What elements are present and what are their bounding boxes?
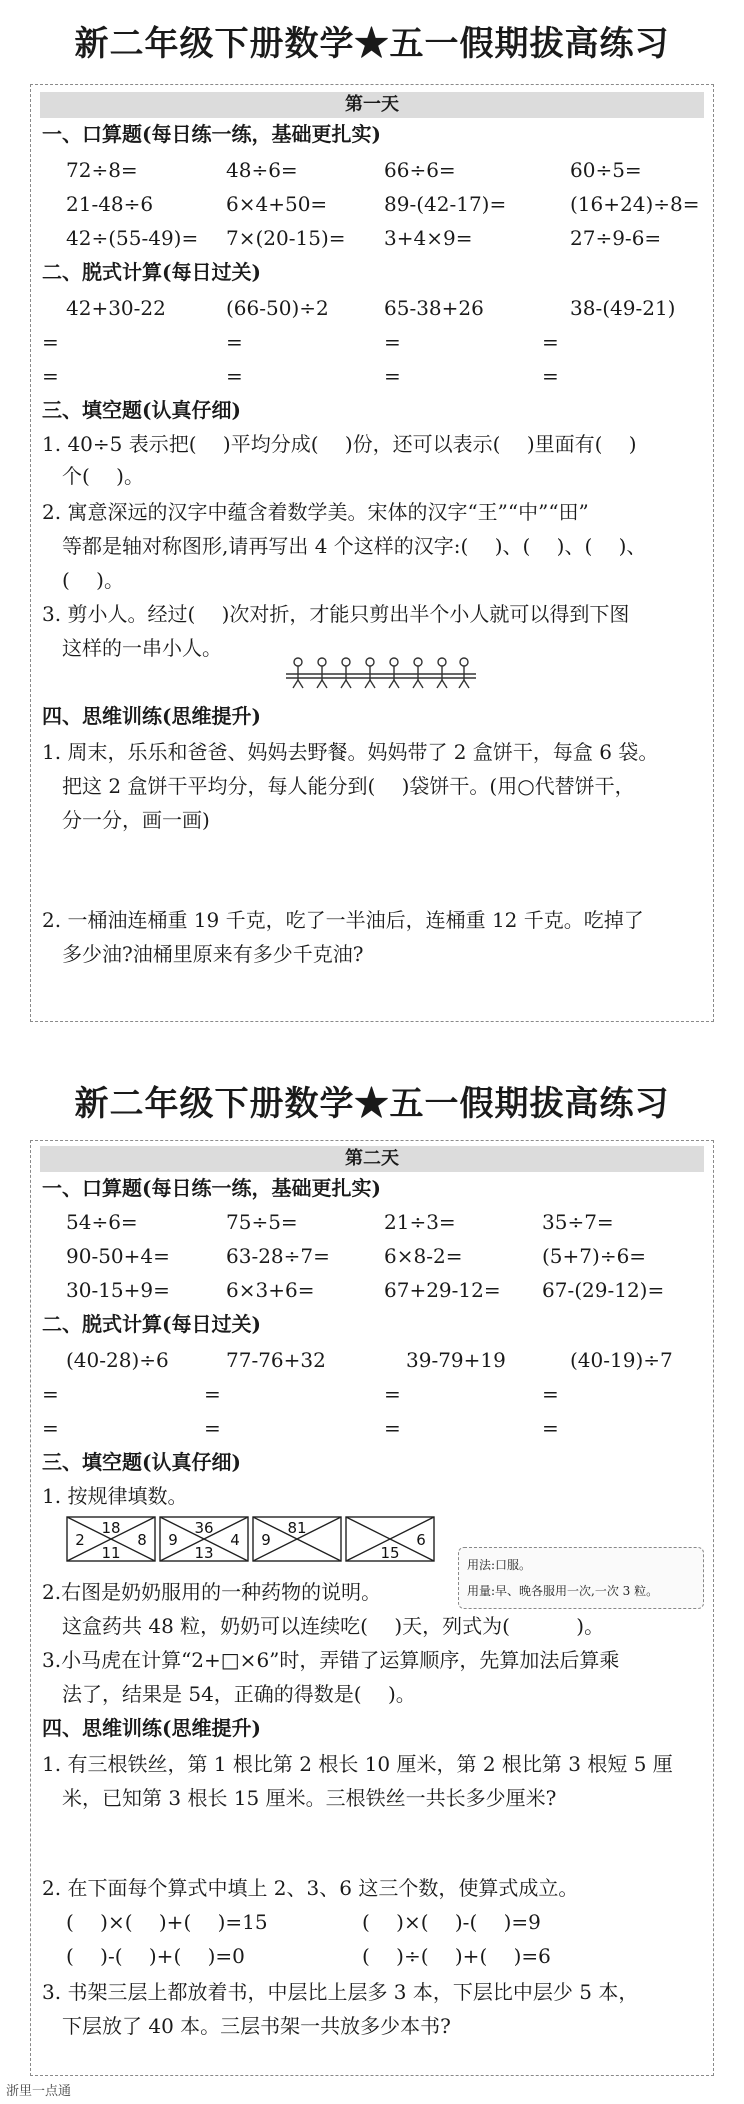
day1-section3-title: 三、填空题(认真仔细) (42, 398, 241, 422)
box2-right: 4 (230, 1531, 240, 1549)
problem: 72÷8= (66, 158, 138, 182)
equals-sign: = (384, 1382, 401, 1406)
problem: 66÷6= (384, 158, 456, 182)
box2-top: 36 (194, 1519, 214, 1537)
equals-sign: = (542, 330, 559, 354)
equals-sign: = (42, 1382, 59, 1406)
day1-section2-title: 二、脱式计算(每日过关) (42, 260, 261, 284)
problem: 89-(42-17)= (384, 192, 507, 216)
question-line: 这样的一串小人。 (42, 636, 222, 660)
equals-sign: = (204, 1382, 221, 1406)
question-line: ( )。 (42, 568, 124, 592)
equals-sign: = (542, 364, 559, 388)
problem: 27÷9-6= (570, 226, 662, 250)
paper-people-chain-image (286, 656, 476, 690)
equals-sign: = (42, 364, 59, 388)
medicine-usage: 用法:口服。 (467, 1558, 532, 1572)
problem: 35÷7= (542, 1210, 614, 1234)
box4-bottom: 15 (380, 1544, 400, 1562)
question-line: 1. 按规律填数。 (42, 1484, 188, 1508)
problem: 3+4×9= (384, 226, 473, 250)
problem: 60÷5= (570, 158, 642, 182)
formula: ( )×( )+( )=15 (66, 1910, 268, 1934)
question-line: 1. 有三根铁丝，第 1 根比第 2 根长 10 厘米，第 2 根比第 3 根短 5 厘 (42, 1752, 673, 1776)
box3-left: 9 (261, 1531, 271, 1549)
question-line: 2. 寓意深远的汉字中蕴含着数学美。宋体的汉字“王”“中”“田” (42, 500, 589, 524)
formula: ( )÷( )+( )=6 (362, 1944, 551, 1968)
problem: 6×4+50= (226, 192, 328, 216)
problem: (16+24)÷8= (570, 192, 700, 216)
day1-section4-title: 四、思维训练(思维提升) (42, 704, 261, 728)
equals-sign: = (204, 1416, 221, 1440)
question-line: 2. 在下面每个算式中填上 2、3、6 这三个数，使算式成立。 (42, 1876, 579, 1900)
day2-header: 第二天 (40, 1146, 704, 1172)
day1-header: 第一天 (40, 92, 704, 118)
day2-section4-title: 四、思维训练(思维提升) (42, 1716, 261, 1740)
expression: 42+30-22 (66, 296, 166, 320)
question-line: 1. 40÷5 表示把( )平均分成( )份，还可以表示( )里面有( ) (42, 432, 637, 456)
problem: 90-50+4= (66, 1244, 170, 1268)
box4-right: 6 (416, 1531, 426, 1549)
expression: (40-28)÷6 (66, 1348, 169, 1372)
day2-section2-title: 二、脱式计算(每日过关) (42, 1312, 261, 1336)
expression: (40-19)÷7 (570, 1348, 673, 1372)
expression: 65-38+26 (384, 296, 484, 320)
equals-sign: = (226, 364, 243, 388)
problem: 42÷(55-49)= (66, 226, 199, 250)
expression: 38-(49-21) (570, 296, 676, 320)
equals-sign: = (384, 1416, 401, 1440)
question-line: 3. 书架三层上都放着书，中层比上层多 3 本，下层比中层少 5 本， (42, 1980, 639, 2004)
question-line: 下层放了 40 本。三层书架一共放多少本书? (42, 2014, 451, 2038)
day2-section3-title: 三、填空题(认真仔细) (42, 1450, 241, 1474)
box1-left: 2 (75, 1531, 85, 1549)
day1-section1-title: 一、口算题(每日练一练，基础更扎实) (42, 122, 381, 146)
problem: 63-28÷7= (226, 1244, 330, 1268)
problem: 48÷6= (226, 158, 298, 182)
question-line: 2. 一桶油连桶重 19 千克，吃了一半油后，连桶重 12 千克。吃掉了 (42, 908, 644, 932)
expression: 77-76+32 (226, 1348, 326, 1372)
problem: 6×3+6= (226, 1278, 315, 1302)
equals-sign: = (42, 330, 59, 354)
question-line: 2.右图是奶奶服用的一种药物的说明。 (42, 1580, 382, 1604)
question-line: 米，已知第 3 根长 15 厘米。三根铁丝一共长多少厘米? (42, 1786, 557, 1810)
question-line: 分一分，画一画) (42, 808, 210, 832)
box3-top: 81 (287, 1519, 307, 1537)
box2-left: 9 (168, 1531, 178, 1549)
expression: 39-79+19 (406, 1348, 506, 1372)
formula: ( )×( )-( )=9 (362, 1910, 541, 1934)
problem: 21-48÷6 (66, 192, 154, 216)
box1-top: 18 (101, 1519, 121, 1537)
equals-sign: = (384, 330, 401, 354)
question-line: 这盒药共 48 粒，奶奶可以连续吃( )天，列式为( )。 (42, 1614, 605, 1638)
question-line: 把这 2 盒饼干平均分，每人能分到( )袋饼干。(用○代替饼干， (42, 774, 635, 798)
equals-sign: = (542, 1382, 559, 1406)
problem: 67-(29-12)= (542, 1278, 665, 1302)
question-line: 个( )。 (42, 464, 144, 488)
equals-sign: = (542, 1416, 559, 1440)
question-line: 等都是轴对称图形,请再写出 4 个这样的汉字:( )、( )、( )、 (42, 534, 647, 558)
box1-right: 8 (137, 1531, 147, 1549)
question-line: 3. 剪小人。经过( )次对折，才能只剪出半个小人就可以得到下图 (42, 602, 630, 626)
box2-bottom: 13 (194, 1544, 214, 1562)
problem: 30-15+9= (66, 1278, 170, 1302)
pattern-boxes (66, 1516, 436, 1564)
expression: (66-50)÷2 (226, 296, 329, 320)
box1-bottom: 11 (101, 1544, 121, 1562)
question-line: 1. 周末，乐乐和爸爸、妈妈去野餐。妈妈带了 2 盒饼干，每盒 6 袋。 (42, 740, 659, 764)
problem: 21÷3= (384, 1210, 456, 1234)
medicine-instructions (458, 1547, 704, 1609)
question-line: 多少油?油桶里原来有多少千克油? (42, 942, 364, 966)
question-line: 法了，结果是 54，正确的得数是( )。 (42, 1682, 416, 1706)
page-title-day1: 新二年级下册数学★五一假期拔高练习 (74, 24, 670, 64)
equals-sign: = (42, 1416, 59, 1440)
problem: 6×8-2= (384, 1244, 463, 1268)
day2-section1-title: 一、口算题(每日练一练，基础更扎实) (42, 1176, 381, 1200)
problem: 54÷6= (66, 1210, 138, 1234)
footer-brand: 浙里一点通 (6, 2084, 72, 2099)
medicine-dose: 用量:早、晚各服用一次,一次 3 粒。 (467, 1584, 659, 1598)
equals-sign: = (384, 364, 401, 388)
problem: 7×(20-15)= (226, 226, 346, 250)
problem: 75÷5= (226, 1210, 298, 1234)
question-line: 3.小马虎在计算“2+□×6”时，弄错了运算顺序，先算加法后算乘 (42, 1648, 620, 1672)
equals-sign: = (226, 330, 243, 354)
problem: (5+7)÷6= (542, 1244, 647, 1268)
page-title-day2: 新二年级下册数学★五一假期拔高练习 (74, 1084, 670, 1124)
formula: ( )-( )+( )=0 (66, 1944, 245, 1968)
problem: 67+29-12= (384, 1278, 501, 1302)
